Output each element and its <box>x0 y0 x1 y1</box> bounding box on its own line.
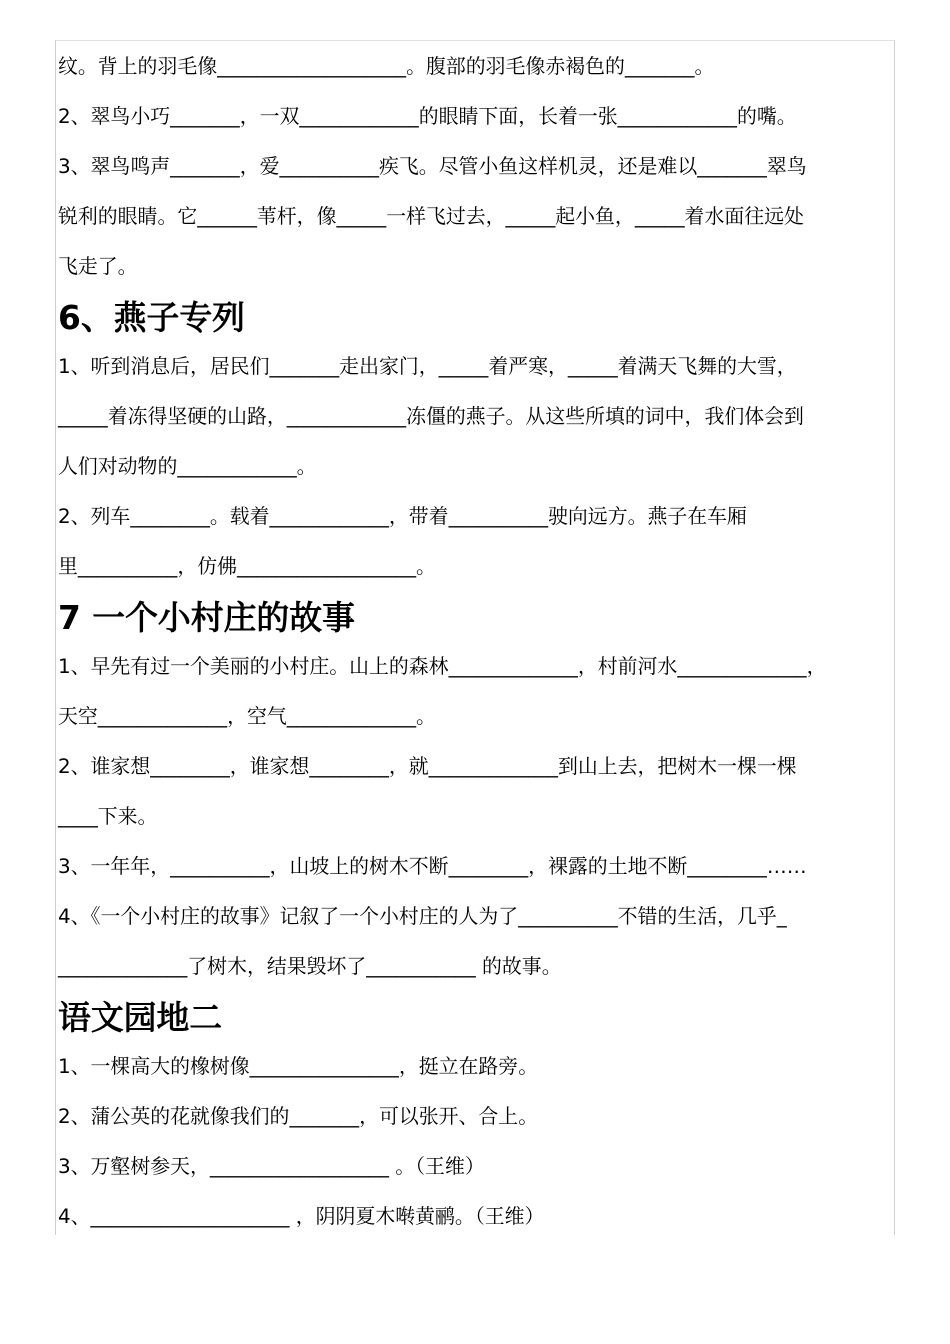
section-heading: 6、燕子专列 <box>58 299 245 337</box>
text-line: 飞走了。 <box>58 255 138 278</box>
text-line: 2、列车________。载着____________，带着__________驶向远方。燕子在车厢 <box>58 505 747 528</box>
page-border-left <box>55 40 56 1235</box>
text-line: 人们对动物的____________。 <box>58 455 317 478</box>
text-line: 里__________，仿佛__________________。 <box>58 555 436 578</box>
text-line: 纹。背上的羽毛像___________________。腹部的羽毛像赤褐色的_______。 <box>58 55 715 78</box>
text-line: 2、翠鸟小巧_______，一双____________的眼睛下面，长着一张____________的嘴。 <box>58 105 797 128</box>
section-heading: 7 一个小村庄的故事 <box>58 599 355 637</box>
text-line: 天空_____________，空气_____________。 <box>58 705 436 728</box>
text-line: _____着冻得坚硬的山路，____________冻僵的燕子。从这些所填的词中，我们体会到 <box>58 405 804 428</box>
worksheet-content <box>58 42 898 1242</box>
text-line: ____下来。 <box>58 805 158 828</box>
text-line: _____________了树木，结果毁坏了___________ 的故事。 <box>58 955 562 978</box>
text-line: 锐利的眼睛。它______苇杆，像_____一样飞过去，_____起小鱼，_____着水面往远处 <box>58 205 804 228</box>
text-line: 1、听到消息后，居民们_______走出家门，_____着严寒，_____着满天飞舞的大雪， <box>58 355 797 378</box>
text-line: 2、蒲公英的花就像我们的_______，可以张开、合上。 <box>58 1105 539 1128</box>
text-line: 1、一棵高大的橡树像_______________，挺立在路旁。 <box>58 1055 539 1078</box>
text-line: 3、翠鸟鸣声_______，爱__________疾飞。尽管小鱼这样机灵，还是难以_______翠鸟 <box>58 155 807 178</box>
text-line: 3、万壑树参天，__________________ 。（王维） <box>58 1155 485 1178</box>
text-line: 4、《一个小村庄的故事》记叙了一个小村庄的人为了__________不错的生活，几乎_ <box>58 905 787 928</box>
text-line: 1、早先有过一个美丽的小村庄。山上的森林_____________，村前河水_____________， <box>58 655 827 678</box>
text-line: 3、一年年，__________，山坡上的树木不断________，裸露的土地不断________…… <box>58 855 807 878</box>
section-heading: 语文园地二 <box>58 999 223 1037</box>
page-border-top <box>55 40 895 41</box>
text-line: 2、谁家想________，谁家想________，就_____________到山上去，把树木一棵一棵 <box>58 755 797 778</box>
text-line: 4、____________________ ，阴阴夏木啭黄鹂。（王维） <box>58 1205 545 1228</box>
